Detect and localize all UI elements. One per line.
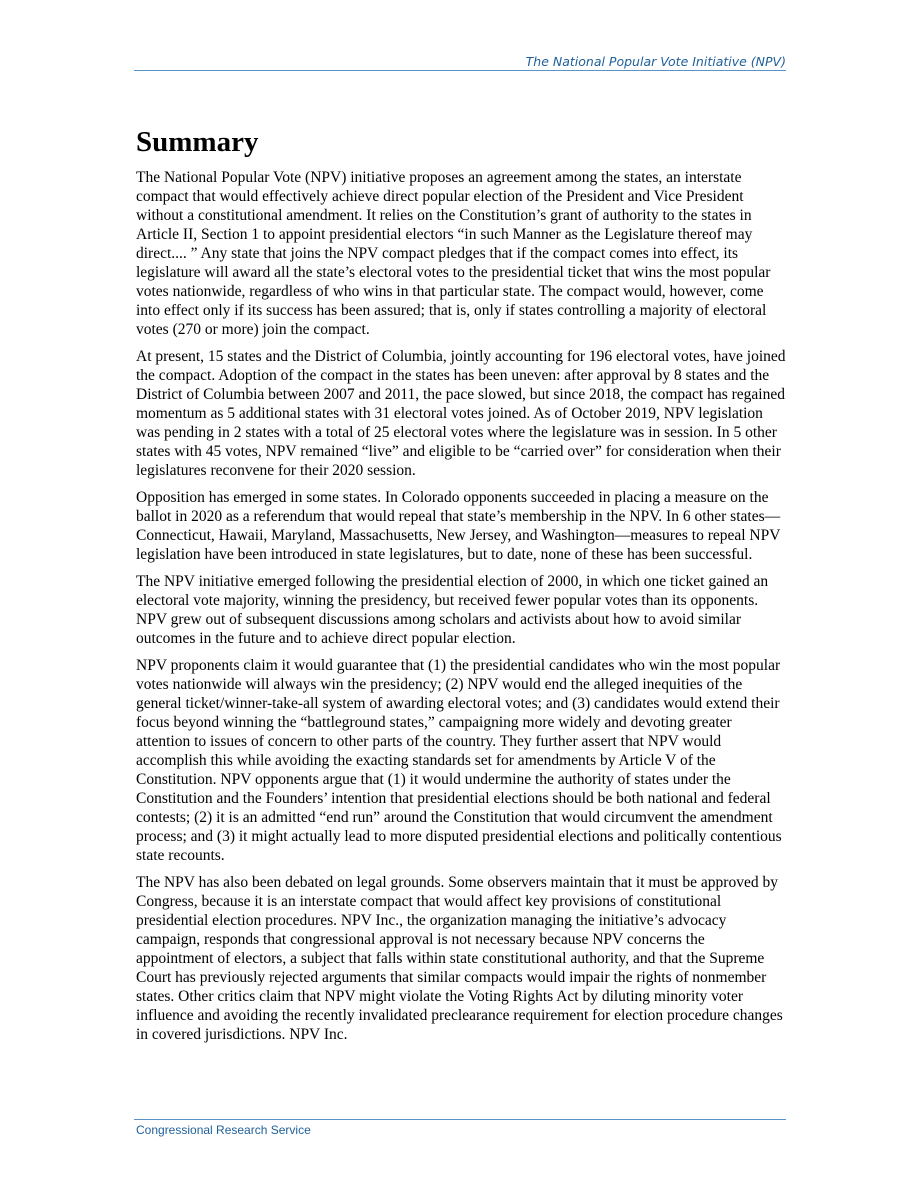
body-paragraph: At present, 15 states and the District of Columbia, jointly accounting for 196 electoral votes, have joined the compact. Adoption of the compact in the states has been uneven: after approval by 8 states and the District of Columbia between 2007 and 2011, the pace slowed, but since 2018, the compact has regained momentum as 5 additional states with 31 electoral votes joined. As of October 2019, NPV legislation was pending in 2 states with a total of 25 electoral votes where the legislature was in session. In 5 other states with 45 votes, NPV remained “live” and eligible to be “carried over” for consideration when their legislatures reconvene for their 2020 session. [136, 348, 786, 479]
section-title: Summary [136, 126, 259, 158]
running-header-title: The National Popular Vote Initiative (NPV) [525, 54, 786, 69]
body-paragraph: The NPV has also been debated on legal grounds. Some observers maintain that it must be approved by Congress, because it is an interstate compact that would affect key provisions of constitutional presidential election procedures. NPV Inc., the organization managing the initiative’s advocacy campaign, responds that congressional approval is not necessary because NPV concerns the appointment of electors, a subject that falls within state constitutional authority, and that the Supreme Court has previously rejected arguments that similar compacts would impair the rights of nonmember states. Other critics claim that NPV might violate the Voting Rights Act by diluting minority voter influence and avoiding the recently invalidated preclearance requirement for election procedure changes in covered jurisdictions. NPV Inc. [136, 874, 783, 1043]
footer-publisher: Congressional Research Service [136, 1123, 311, 1137]
body-paragraph: NPV proponents claim it would guarantee that (1) the presidential candidates who win the most popular votes nationwide will always win the presidency; (2) NPV would end the alleged inequities of the general ticket/winner-take-all system of awarding electoral votes; and (3) candidates would extend their focus beyond winning the “battleground states,” campaigning more widely and devoting greater attention to issues of concern to other parts of the country. They further assert that NPV would accomplish this while avoiding the exacting standards set for amendments by Article V of the Constitution. NPV opponents argue that (1) it would undermine the authority of states under the Constitution and the Founders’ intention that presidential elections should be both national and federal contests; (2) it is an admitted “end run” around the Constitution that would circumvent the amendment process; and (3) it might actually lead to more disputed presidential elections and politically contentious state recounts. [136, 657, 782, 864]
body-paragraph: Opposition has emerged in some states. In Colorado opponents succeeded in placing a measure on the ballot in 2020 as a referendum that would repeal that state’s membership in the NPV. In 6 other states—Connecticut, Hawaii, Maryland, Massachusetts, New Jersey, and Washington—measures to repeal NPV legislation have been introduced in state legislatures, but to date, none of these has been successful. [136, 489, 781, 563]
body-paragraph: The NPV initiative emerged following the presidential election of 2000, in which one ticket gained an electoral vote majority, winning the presidency, but received fewer popular votes than its opponents. NPV grew out of subsequent discussions among scholars and activists about how to avoid similar outcomes in the future and to achieve direct popular election. [136, 573, 769, 647]
body-paragraph: The National Popular Vote (NPV) initiative proposes an agreement among the states, an interstate compact that would effectively achieve direct popular election of the President and Vice President without a constitutional amendment. It relies on the Constitution’s grant of authority to the states in Article II, Section 1 to appoint presidential electors “in such Manner as the Legislature thereof may direct.... ” Any state that joins the NPV compact pledges that if the compact comes into effect, its legislature will award all the state’s electoral votes to the presidential ticket that wins the most popular votes nationwide, regardless of who wins in that particular state. The compact would, however, come into effect only if its success has been assured; that is, only if states controlling a majority of electoral votes (270 or more) join the compact. [136, 169, 771, 338]
footer-divider [134, 1119, 786, 1120]
header-divider [134, 70, 786, 71]
page-content [136, 124, 786, 1052]
